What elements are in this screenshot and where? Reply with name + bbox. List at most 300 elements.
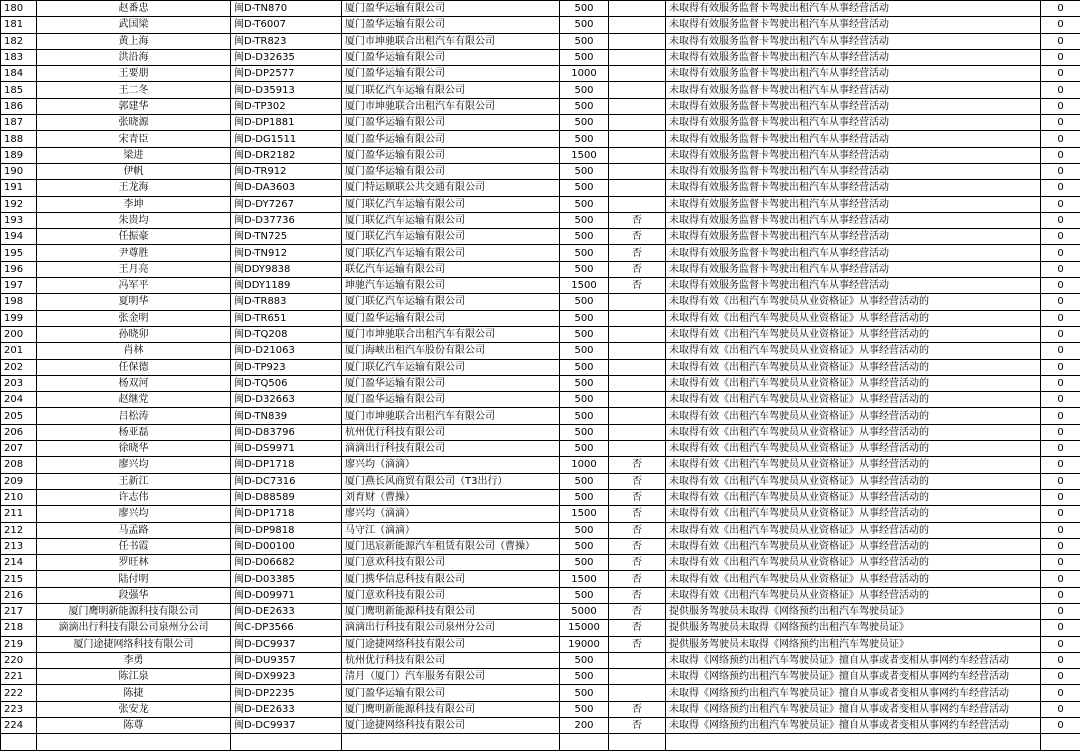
company-name: 厦门途捷网络科技有限公司: [342, 718, 560, 734]
violation-description: 提供服务驾驶员未取得《网络预约出租汽车驾驶员证》: [666, 636, 1041, 652]
fine-amount: 500: [560, 441, 609, 457]
row-number: 185: [1, 82, 37, 98]
count-cell: 0: [1041, 538, 1080, 554]
party-name: 王新江: [37, 473, 231, 489]
flag-cell: 否: [609, 636, 666, 652]
row-number: 193: [1, 212, 37, 228]
violation-description: 未取得有效《出租汽车驾驶员从业资格证》从事经营活动的: [666, 310, 1041, 326]
table-row: [1, 538, 1080, 554]
fine-amount: 1500: [560, 147, 609, 163]
flag-cell: [609, 66, 666, 82]
table-row: [1, 701, 1080, 717]
row-number: 219: [1, 636, 37, 652]
row-number: 195: [1, 245, 37, 261]
party-name: [37, 734, 231, 750]
fine-amount: 500: [560, 326, 609, 342]
party-name: 王月亮: [37, 261, 231, 277]
party-name: 王要朋: [37, 66, 231, 82]
row-number: 211: [1, 506, 37, 522]
party-name: 厦门途捷网络科技有限公司: [37, 636, 231, 652]
count-cell: 0: [1041, 310, 1080, 326]
company-name: 厦门市坤驰联合出租汽车有限公司: [342, 98, 560, 114]
flag-cell: 否: [609, 620, 666, 636]
fine-amount: 500: [560, 310, 609, 326]
row-number: 200: [1, 326, 37, 342]
table-row: [1, 555, 1080, 571]
count-cell: 0: [1041, 163, 1080, 179]
party-name: 任书霞: [37, 538, 231, 554]
flag-cell: 否: [609, 506, 666, 522]
table-row: [1, 33, 1080, 49]
flag-cell: [609, 424, 666, 440]
company-name: 厦门联亿汽车运输有限公司: [342, 229, 560, 245]
row-number: 196: [1, 261, 37, 277]
plate-number: 闽D-DP1718: [231, 457, 342, 473]
fine-amount: 1000: [560, 457, 609, 473]
flag-cell: [609, 669, 666, 685]
count-cell: 0: [1041, 261, 1080, 277]
table-body: [1, 1, 1080, 751]
table-row: [1, 229, 1080, 245]
plate-number: 闽C-DP3566: [231, 620, 342, 636]
company-name: 厦门盈华运输有限公司: [342, 147, 560, 163]
count-cell: 0: [1041, 1, 1080, 17]
flag-cell: [609, 408, 666, 424]
party-name: 陈捷: [37, 685, 231, 701]
plate-number: 闽D-TR823: [231, 33, 342, 49]
party-name: 王二冬: [37, 82, 231, 98]
violation-description: 未取得有效《出租汽车驾驶员从业资格证》从事经营活动的: [666, 457, 1041, 473]
violation-description: 未取得有效《出租汽车驾驶员从业资格证》从事经营活动的: [666, 343, 1041, 359]
company-name: 厦门盈华运输有限公司: [342, 17, 560, 33]
fine-amount: 500: [560, 489, 609, 505]
company-name: 厦门联亿汽车运输有限公司: [342, 212, 560, 228]
company-name: 联亿汽车运输有限公司: [342, 261, 560, 277]
party-name: 马孟路: [37, 522, 231, 538]
table-row: [1, 245, 1080, 261]
party-name: 夏明华: [37, 294, 231, 310]
row-number: 217: [1, 603, 37, 619]
fine-amount: 500: [560, 685, 609, 701]
flag-cell: 否: [609, 229, 666, 245]
row-number: 181: [1, 17, 37, 33]
violation-description: 未取得有效《出租汽车驾驶员从业资格证》从事经营活动的: [666, 441, 1041, 457]
company-name: 坤驰汽车运输有限公司: [342, 278, 560, 294]
company-name: 滴滴出行科技有限公司泉州分公司: [342, 620, 560, 636]
plate-number: 闽D-DC9937: [231, 718, 342, 734]
plate-number: 闽D-DP1718: [231, 506, 342, 522]
row-number: [1, 734, 37, 750]
company-name: 厦门盈华运输有限公司: [342, 1, 560, 17]
flag-cell: 否: [609, 473, 666, 489]
row-number: 188: [1, 131, 37, 147]
fine-amount: 500: [560, 17, 609, 33]
flag-cell: [609, 734, 666, 750]
row-number: 199: [1, 310, 37, 326]
violation-description: 未取得有效服务监督卡驾驶出租汽车从事经营活动: [666, 131, 1041, 147]
table-row: [1, 1, 1080, 17]
flag-cell: [609, 326, 666, 342]
row-number: 204: [1, 392, 37, 408]
fine-amount: 19000: [560, 636, 609, 652]
party-name: 赵继党: [37, 392, 231, 408]
violation-description: 未取得有效《出租汽车驾驶员从业资格证》从事经营活动的: [666, 587, 1041, 603]
flag-cell: [609, 49, 666, 65]
fine-amount: 1500: [560, 571, 609, 587]
row-number: 207: [1, 441, 37, 457]
flag-cell: 否: [609, 212, 666, 228]
count-cell: 0: [1041, 196, 1080, 212]
table-row: [1, 147, 1080, 163]
flag-cell: 否: [609, 603, 666, 619]
flag-cell: [609, 196, 666, 212]
violation-description: 未取得有效《出租汽车驾驶员从业资格证》从事经营活动的: [666, 392, 1041, 408]
party-name: 徐晓华: [37, 441, 231, 457]
table-row: [1, 571, 1080, 587]
plate-number: 闽D-DG1511: [231, 131, 342, 147]
count-cell: 0: [1041, 343, 1080, 359]
fine-amount: 1000: [560, 66, 609, 82]
plate-number: 闽D-DP9818: [231, 522, 342, 538]
flag-cell: 否: [609, 261, 666, 277]
table-row: [1, 587, 1080, 603]
plate-number: 闽D-D03385: [231, 571, 342, 587]
row-number: 182: [1, 33, 37, 49]
company-name: 厦门联亿汽车运输有限公司: [342, 359, 560, 375]
party-name: 郭建华: [37, 98, 231, 114]
fine-amount: 500: [560, 522, 609, 538]
row-number: 218: [1, 620, 37, 636]
fine-amount: 500: [560, 294, 609, 310]
violation-description: 未取得有效《出租汽车驾驶员从业资格证》从事经营活动的: [666, 359, 1041, 375]
plate-number: 闽D-DC9937: [231, 636, 342, 652]
fine-amount: [560, 734, 609, 750]
fine-amount: 500: [560, 212, 609, 228]
table-row: [1, 669, 1080, 685]
company-name: 厦门市坤驰联合出租汽车有限公司: [342, 33, 560, 49]
table-row: [1, 180, 1080, 196]
plate-number: 闽D-TN912: [231, 245, 342, 261]
table-row: [1, 131, 1080, 147]
fine-amount: 500: [560, 245, 609, 261]
violation-description: 未取得有效服务监督卡驾驶出租汽车从事经营活动: [666, 212, 1041, 228]
flag-cell: [609, 375, 666, 391]
party-name: 厦门鹰明新能源科技有限公司: [37, 603, 231, 619]
violation-description: 提供服务驾驶员未取得《网络预约出租汽车驾驶员证》: [666, 603, 1041, 619]
company-name: 厦门市坤驰联合出租汽车有限公司: [342, 326, 560, 342]
table-row: [1, 408, 1080, 424]
company-name: 厦门鹰明新能源科技有限公司: [342, 701, 560, 717]
company-name: 厦门盈华运输有限公司: [342, 685, 560, 701]
violation-description: 未取得有效服务监督卡驾驶出租汽车从事经营活动: [666, 261, 1041, 277]
plate-number: 闽D-DS9971: [231, 441, 342, 457]
flag-cell: [609, 163, 666, 179]
row-number: 221: [1, 669, 37, 685]
row-number: 212: [1, 522, 37, 538]
party-name: 廖兴均: [37, 457, 231, 473]
violation-description: 未取得有效服务监督卡驾驶出租汽车从事经营活动: [666, 66, 1041, 82]
count-cell: 0: [1041, 652, 1080, 668]
plate-number: [231, 734, 342, 750]
table-row: [1, 196, 1080, 212]
count-cell: 0: [1041, 180, 1080, 196]
party-name: 吕松涛: [37, 408, 231, 424]
row-number: 192: [1, 196, 37, 212]
row-number: 187: [1, 115, 37, 131]
table-row: [1, 685, 1080, 701]
party-name: 洪沿海: [37, 49, 231, 65]
count-cell: 0: [1041, 392, 1080, 408]
row-number: 186: [1, 98, 37, 114]
violation-description: 未取得有效服务监督卡驾驶出租汽车从事经营活动: [666, 49, 1041, 65]
flag-cell: [609, 180, 666, 196]
table-row: [1, 620, 1080, 636]
fine-amount: 500: [560, 115, 609, 131]
violation-description: 未取得有效服务监督卡驾驶出租汽车从事经营活动: [666, 17, 1041, 33]
company-name: [342, 734, 560, 750]
table-row: [1, 66, 1080, 82]
company-name: 厦门鹰明新能源科技有限公司: [342, 603, 560, 619]
fine-amount: 1500: [560, 506, 609, 522]
count-cell: 0: [1041, 147, 1080, 163]
plate-number: 闽D-TP302: [231, 98, 342, 114]
party-name: 宋青臣: [37, 131, 231, 147]
flag-cell: [609, 98, 666, 114]
count-cell: 0: [1041, 603, 1080, 619]
row-number: 213: [1, 538, 37, 554]
row-number: 190: [1, 163, 37, 179]
company-name: 厦门联亿汽车运输有限公司: [342, 196, 560, 212]
flag-cell: [609, 17, 666, 33]
count-cell: 0: [1041, 441, 1080, 457]
violation-description: 未取得《网络预约出租汽车驾驶员证》擅自从事或者变相从事网约车经营活动: [666, 669, 1041, 685]
count-cell: 0: [1041, 229, 1080, 245]
plate-number: 闽D-DC7316: [231, 473, 342, 489]
violation-description: 未取得有效服务监督卡驾驶出租汽车从事经营活动: [666, 98, 1041, 114]
company-name: 清月（厦门）汽车服务有限公司: [342, 669, 560, 685]
flag-cell: 否: [609, 245, 666, 261]
table-row: [1, 343, 1080, 359]
plate-number: 闽D-TR883: [231, 294, 342, 310]
table-row: [1, 441, 1080, 457]
plate-number: 闽D-D09971: [231, 587, 342, 603]
table-row: [1, 718, 1080, 734]
row-number: 223: [1, 701, 37, 717]
table-row: [1, 392, 1080, 408]
plate-number: 闽D-TR912: [231, 163, 342, 179]
party-name: 廖兴均: [37, 506, 231, 522]
row-number: 205: [1, 408, 37, 424]
party-name: 许志伟: [37, 489, 231, 505]
table-row: [1, 310, 1080, 326]
fine-amount: 200: [560, 718, 609, 734]
party-name: 李勇: [37, 652, 231, 668]
flag-cell: 否: [609, 571, 666, 587]
plate-number: 闽D-TQ208: [231, 326, 342, 342]
flag-cell: 否: [609, 522, 666, 538]
table-row: [1, 163, 1080, 179]
party-name: 冯军平: [37, 278, 231, 294]
violation-description: 未取得有效《出租汽车驾驶员从业资格证》从事经营活动的: [666, 375, 1041, 391]
row-number: 216: [1, 587, 37, 603]
count-cell: 0: [1041, 98, 1080, 114]
fine-amount: 500: [560, 98, 609, 114]
company-name: 厦门盈华运输有限公司: [342, 163, 560, 179]
party-name: 杨双河: [37, 375, 231, 391]
company-name: 厦门联亿汽车运输有限公司: [342, 245, 560, 261]
company-name: 厦门燕长风商贸有限公司（T3出行）: [342, 473, 560, 489]
flag-cell: 否: [609, 701, 666, 717]
violation-description: 未取得《网络预约出租汽车驾驶员证》擅自从事或者变相从事网约车经营活动: [666, 685, 1041, 701]
party-name: 梁进: [37, 147, 231, 163]
row-number: 224: [1, 718, 37, 734]
flag-cell: [609, 310, 666, 326]
violation-description: 未取得有效《出租汽车驾驶员从业资格证》从事经营活动的: [666, 424, 1041, 440]
row-number: 191: [1, 180, 37, 196]
company-name: 厦门联亿汽车运输有限公司: [342, 82, 560, 98]
party-name: 陆付明: [37, 571, 231, 587]
table-row: [1, 98, 1080, 114]
flag-cell: 否: [609, 278, 666, 294]
row-number: 189: [1, 147, 37, 163]
party-name: 段强华: [37, 587, 231, 603]
count-cell: 0: [1041, 718, 1080, 734]
fine-amount: 500: [560, 196, 609, 212]
count-cell: 0: [1041, 636, 1080, 652]
count-cell: 0: [1041, 66, 1080, 82]
count-cell: 0: [1041, 359, 1080, 375]
fine-amount: 500: [560, 587, 609, 603]
flag-cell: [609, 392, 666, 408]
table-row: [1, 17, 1080, 33]
fine-amount: 500: [560, 131, 609, 147]
count-cell: 0: [1041, 489, 1080, 505]
count-cell: 0: [1041, 131, 1080, 147]
company-name: 厦门市坤驰联合出租汽车有限公司: [342, 408, 560, 424]
plate-number: 闽D-D32663: [231, 392, 342, 408]
company-name: 厦门盈华运输有限公司: [342, 310, 560, 326]
plate-number: 闽D-DP1881: [231, 115, 342, 131]
party-name: 陈尊: [37, 718, 231, 734]
party-name: 杨亚磊: [37, 424, 231, 440]
plate-number: 闽D-DE2633: [231, 603, 342, 619]
row-number: 209: [1, 473, 37, 489]
company-name: 厦门盈华运输有限公司: [342, 66, 560, 82]
company-name: 廖兴均（滴滴）: [342, 457, 560, 473]
plate-number: 闽DDY1189: [231, 278, 342, 294]
count-cell: 0: [1041, 375, 1080, 391]
count-cell: 0: [1041, 294, 1080, 310]
table-row: [1, 294, 1080, 310]
plate-number: 闽D-DP2235: [231, 685, 342, 701]
company-name: 滴滴出行科技有限公司: [342, 441, 560, 457]
count-cell: 0: [1041, 82, 1080, 98]
fine-amount: 500: [560, 669, 609, 685]
plate-number: 闽D-DR2182: [231, 147, 342, 163]
count-cell: [1041, 734, 1080, 750]
party-name: 黄上海: [37, 33, 231, 49]
count-cell: 0: [1041, 17, 1080, 33]
row-number: 202: [1, 359, 37, 375]
table-row: [1, 489, 1080, 505]
flag-cell: 否: [609, 555, 666, 571]
fine-amount: 500: [560, 82, 609, 98]
fine-amount: 500: [560, 652, 609, 668]
plate-number: 闽D-D32635: [231, 49, 342, 65]
party-name: 滴滴出行科技有限公司泉州分公司: [37, 620, 231, 636]
fine-amount: 500: [560, 538, 609, 554]
company-name: 厦门意欢科技有限公司: [342, 555, 560, 571]
count-cell: 0: [1041, 212, 1080, 228]
violation-description: 未取得有效《出租汽车驾驶员从业资格证》从事经营活动的: [666, 294, 1041, 310]
count-cell: 0: [1041, 278, 1080, 294]
fine-amount: 500: [560, 408, 609, 424]
party-name: 任振豪: [37, 229, 231, 245]
flag-cell: [609, 294, 666, 310]
flag-cell: [609, 652, 666, 668]
plate-number: 闽D-D00100: [231, 538, 342, 554]
plate-number: 闽D-DU9357: [231, 652, 342, 668]
plate-number: 闽D-D37736: [231, 212, 342, 228]
plate-number: 闽D-TQ506: [231, 375, 342, 391]
plate-number: 闽D-DE2633: [231, 701, 342, 717]
company-name: 马守江（滴滴）: [342, 522, 560, 538]
violation-description: 提供服务驾驶员未取得《网络预约出租汽车驾驶员证》: [666, 620, 1041, 636]
violation-description: 未取得有效《出租汽车驾驶员从业资格证》从事经营活动的: [666, 408, 1041, 424]
table-row: [1, 636, 1080, 652]
row-number: 198: [1, 294, 37, 310]
table-row: [1, 473, 1080, 489]
company-name: 厦门盈华运输有限公司: [342, 115, 560, 131]
violation-description: 未取得有效《出租汽车驾驶员从业资格证》从事经营活动的: [666, 326, 1041, 342]
table-row: [1, 278, 1080, 294]
flag-cell: 否: [609, 457, 666, 473]
table-row: [1, 652, 1080, 668]
fine-amount: 500: [560, 163, 609, 179]
count-cell: 0: [1041, 33, 1080, 49]
fine-amount: 500: [560, 375, 609, 391]
fine-amount: 500: [560, 261, 609, 277]
table-row: [1, 115, 1080, 131]
count-cell: 0: [1041, 685, 1080, 701]
party-name: 张安龙: [37, 701, 231, 717]
flag-cell: [609, 359, 666, 375]
count-cell: 0: [1041, 587, 1080, 603]
violation-description: 未取得有效《出租汽车驾驶员从业资格证》从事经营活动的: [666, 506, 1041, 522]
table-row: [1, 212, 1080, 228]
violation-description: 未取得有效服务监督卡驾驶出租汽车从事经营活动: [666, 115, 1041, 131]
plate-number: 闽D-D06682: [231, 555, 342, 571]
company-name: 厦门特运顺联公共交通有限公司: [342, 180, 560, 196]
violation-description: 未取得《网络预约出租汽车驾驶员证》擅自从事或者变相从事网约车经营活动: [666, 718, 1041, 734]
flag-cell: [609, 1, 666, 17]
company-name: 厦门意欢科技有限公司: [342, 587, 560, 603]
party-name: 朱贵均: [37, 212, 231, 228]
fine-amount: 500: [560, 392, 609, 408]
plate-number: 闽D-DY7267: [231, 196, 342, 212]
table-row: [1, 522, 1080, 538]
party-name: 李坤: [37, 196, 231, 212]
violation-description: 未取得《网络预约出租汽车驾驶员证》擅自从事或者变相从事网约车经营活动: [666, 652, 1041, 668]
violation-description: 未取得有效《出租汽车驾驶员从业资格证》从事经营活动的: [666, 522, 1041, 538]
row-number: 184: [1, 66, 37, 82]
party-name: 伊帆: [37, 163, 231, 179]
row-number: 194: [1, 229, 37, 245]
table-row: [1, 734, 1080, 750]
violation-description: [666, 734, 1041, 750]
violation-description: 未取得有效《出租汽车驾驶员从业资格证》从事经营活动的: [666, 489, 1041, 505]
flag-cell: [609, 441, 666, 457]
